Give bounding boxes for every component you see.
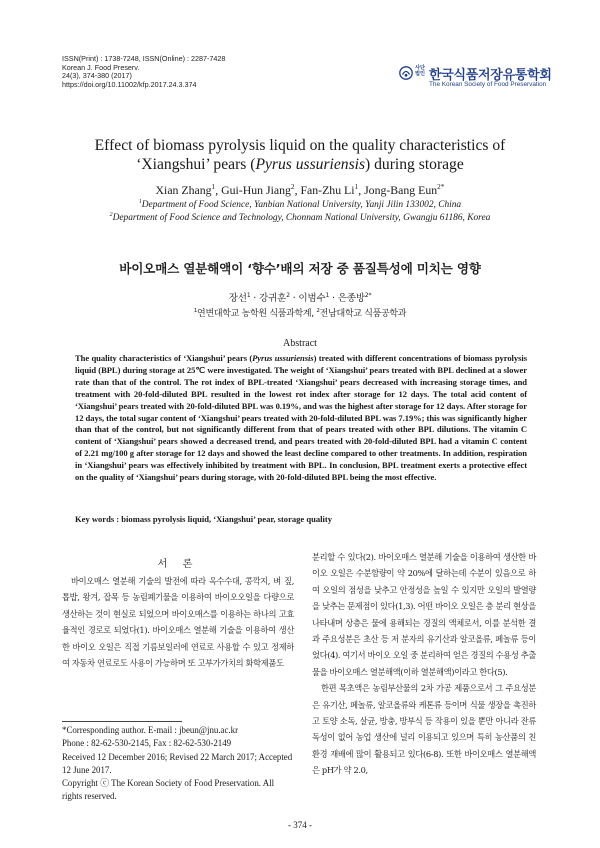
correspondence-footnote	[62, 724, 294, 804]
title-line-2	[60, 155, 540, 174]
author-affil-mark: 1	[246, 291, 251, 299]
author-separator: ·	[250, 293, 260, 304]
doi-link[interactable]: https://doi.org/10.11002/kfp.2017.24.3.374	[62, 79, 197, 89]
korean-affiliation-text: 연변대학교 농학원 식품과학계,	[197, 309, 314, 319]
korean-author-name: 이범수	[298, 293, 326, 304]
abstract-heading: Abstract	[283, 338, 317, 349]
species-name: Pyrus ussuriensis	[255, 156, 366, 173]
journal-meta	[62, 55, 225, 89]
volume-pages: 24(3), 374-380 (2017)	[62, 71, 132, 81]
korean-author-name: 강귀훈	[259, 293, 287, 304]
author-name: Jong-Bang Eun	[364, 183, 438, 197]
author-affil-mark: 2*	[437, 182, 445, 192]
korean-author-name: 은종방	[337, 293, 365, 304]
author-affil-mark: 1	[354, 182, 359, 192]
intro-right-paragraph-1: 분리할 수 있다(2). 바이오매스 열분해 기술을 이용하여 생산한 바이오 오일은 수분함량이 약 20%에 달하는데 수분이 있음으로 하여 오일의 점성을 낮추고 안정성을 높일 수 있지만 오일의 발열량을 낮추는 문제점이 있다(1,3). 어떤 바이오 오일은 층 분리 현상을 나타내며 상층은 물에 용해되는 경질의 액체로서, 이를 분석한 결과 주요성분은 초산 등 저 분자의 유기산과 알코올류, 페놀류 등이었다(4). 여기서 바이오 오일 중 분리하여 얻은 경질의 수용성 추출물을 바이오매스 열분해액(이하 열분해액)이라고 한다(5).	[312, 552, 536, 677]
affil-mark: 2	[316, 308, 320, 314]
korean-affiliation-text: 전남대학교 식품공학과	[319, 309, 407, 319]
affil-mark: 1	[138, 198, 142, 205]
author-separator: ·	[329, 293, 338, 304]
author-separator: ·	[289, 293, 299, 304]
author-affil-mark: 2	[290, 182, 295, 192]
abstract-text: ) treated with different concentrations of biomass pyrolysis liquid (BPL) during storage at 25℃ were investigated. The weight of ‘Xiangshui’ pears treated with BPL declined at a slower rate than that of the control. The rot index of BPL-treated ‘Xiangshui’ pears decreased with increasing storage times, and treatment with 20-fold-diluted BPL resulted in the lowest rot index after storage for 12 days. The total acid content of ‘Xiangshui’ pears treated with 20-fold-diluted BPL was 0.19%, and was the highest after storage for 12 days. After storage for 12 days, the total sugar content of ‘Xiangshui’ pears treated with 20-fold-diluted BPL was 7.19%; this was significantly higher than that of the control, but not significantly different from that of pears treated with other BPL dilutions. The vitamin C content of ‘Xiangshui’ pears showed a decreased trend, and pears treated with 20-fold-diluted BPL had a vitamin C content of 2.21 mg/100 g after storage for 12 days and showed the least decline compared to other treatments. In addition, respiration in ‘Xiangshui’ pears was effectively inhibited by treatment with BPL. In conclusion, BPL treatment exerts a protective effect on the quality of ‘Xiangshui’ pears during storage, with 20-fold-diluted BPL being the most effective.	[75, 353, 527, 483]
keywords	[75, 514, 527, 524]
abstract-text: The quality characteristics of ‘Xiangshui’ pears (	[75, 353, 253, 363]
journal-name: Korean J. Food Preserv.	[62, 62, 140, 72]
keywords-label: Key words :	[75, 514, 120, 524]
paper-title	[60, 136, 540, 174]
korean-title: 바이오매스 열분해액이 ‘향수’배의 저장 중 품질특성에 미치는 영향	[119, 261, 481, 276]
korean-author-name: 장선	[228, 293, 247, 304]
footnote-divider	[62, 721, 182, 722]
abstract-body	[75, 353, 527, 484]
corresponding-author: *Corresponding author. E-mail : jbeun@jnu.ac.kr	[62, 725, 239, 735]
korean-author-list	[60, 290, 540, 304]
page-number: - 374 -	[288, 820, 312, 830]
affil-mark: 2	[109, 211, 113, 218]
intro-right-column	[312, 549, 536, 779]
species-name: Pyrus ussuriensis	[252, 353, 314, 363]
author-name: Xian Zhang	[155, 183, 212, 197]
affiliation-2	[60, 212, 540, 225]
author-list: Xian Zhang$^1$, Gui-Hun Jiang$^2$, Fan-Zhu Li$^1$, Jong-Bang Eun$^{2*}$	[155, 182, 445, 197]
introduction-heading: 서 론	[157, 559, 199, 570]
affiliation-text: Department of Food Science, Yanbian National University, Yanji Jilin 133002, China	[141, 200, 462, 210]
korean-affiliations	[60, 306, 540, 319]
author-affil-mark: 2	[286, 291, 290, 299]
affiliation-text: Department of Food Science and Technology, Chonnam National University, Gwangju 61186, Korea	[112, 213, 491, 223]
title-text: ‘Xiangshui’ pears (	[136, 156, 256, 173]
society-logo	[399, 62, 552, 90]
author-affil-mark: 1	[325, 291, 330, 299]
affiliation-1	[60, 199, 540, 212]
title-text: ) during storage	[365, 156, 464, 173]
logo-corporation-label: 사단법인	[415, 65, 426, 77]
logo-society-name-en: The Korean Society of Food Preservation	[429, 81, 547, 88]
submission-dates: Received 12 December 2016; Revised 22 March 2017; Accepted 12 June 2017.	[62, 751, 293, 775]
intro-left-paragraph: 바이오매스 열분해 기술의 발전에 따라 옥수수대, 콩깍지, 벼 짚, 톱밥, 왕겨, 잡목 등 농림폐기물을 이용하여 바이오오일을 다량으로 생산하는 것이 현실로 되었으며 바이오매스를 이용하는 하나의 고효율적인 경로로 되었다(1). 바이오매스 열분해 기술을 이용하여 생산한 바이오 오일은 직접 기름보일러에 연료로 사용할 수 있고 정제하여 자동차 연료로도 사용이 가능하며 또 고부가가치의 화학제품도	[62, 576, 294, 669]
author-affil-mark: 2*	[364, 291, 372, 299]
contact-phone-fax: Phone : 82-62-530-2145, Fax : 82-62-530-2149	[62, 738, 232, 749]
affiliations	[60, 199, 540, 225]
issn-line: ISSN(Print) : 1738-7248, ISSN(Online) : 2287-7428	[62, 54, 226, 63]
author-name: Fan-Zhu Li	[300, 183, 355, 197]
society-emblem-icon	[399, 66, 413, 80]
copyright-notice: Copyright ⓒ The Korean Society of Food Preservation. All rights reserved.	[62, 778, 275, 802]
author-affil-mark: 1	[211, 182, 216, 192]
keywords-text: biomass pyrolysis liquid, ‘Xiangshui’ pear, storage quality	[119, 514, 333, 524]
intro-right-paragraph-2: 한편 목초액은 농림부산물의 2차 가공 제품으로서 그 주요성분은 유기산, 페놀류, 알코올류와 케톤류 등이며 식물 생장을 촉진하고 토양 소독, 살균, 방충, 방부식 등 작용이 있을 뿐만 아니라 잔류독성이 없어 농업 생산에 널리 이용되고 있으며 특히 농산품의 친환경 재배에 많이 활용되고 있다(6-8). 또한 바이오매스 열분해액은 pH가 약 2.0,	[312, 683, 536, 776]
affil-mark: 1	[193, 308, 198, 314]
title-line-1: Effect of biomass pyrolysis liquid on the quality characteristics of	[94, 137, 506, 154]
logo-society-name-ko: 한국식품저장유통학회	[429, 68, 552, 83]
author-name: Gui-Hun Jiang	[221, 183, 291, 197]
